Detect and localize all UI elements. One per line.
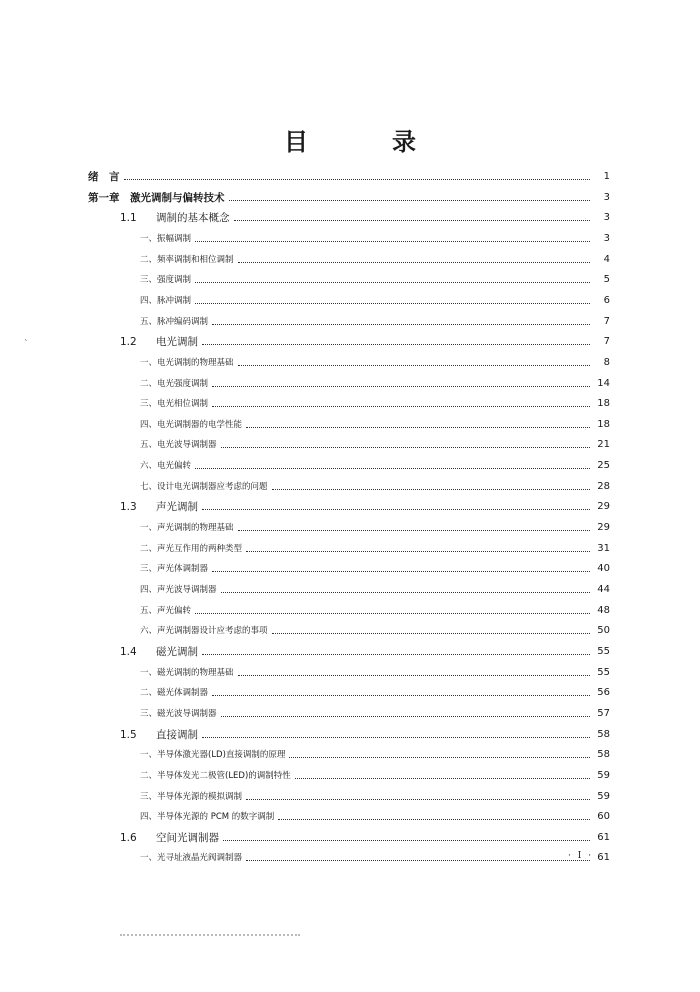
toc-page-number: 29 [597,521,610,533]
toc-entry-label: 三、磁光波导调制器 [140,709,217,719]
toc-page-number: 5 [603,273,610,285]
toc-entry-label: 四、声光波导调制器 [140,585,217,595]
toc-entry [140,414,610,434]
toc-page-number: 18 [597,397,610,409]
toc-entry-title [140,418,242,430]
toc-leader-dots [289,757,590,758]
toc-leader-dots [195,241,590,242]
toc-entry [140,517,610,537]
toc-page-number: 55 [597,645,610,657]
toc-entry-title [140,562,208,574]
toc-entry-label: 三、电光相位调制 [140,399,209,409]
toc-entry-label: 声光调制 [156,500,198,513]
toc-entry-title [140,397,208,409]
toc-entry-label: 六、电光偏转 [140,461,192,471]
toc-entry [120,207,610,227]
toc-entry-label: 二、频率调制和相位调制 [140,255,234,265]
toc-leader-dots [195,303,590,304]
toc-page-number: 25 [597,459,610,471]
toc-entry-label: 二、半导体发光二极管(LED)的调制特性 [140,771,291,781]
toc-entry-title [140,851,242,863]
toc-entry-title [140,438,217,450]
toc-entry-title [140,624,268,636]
toc-entry-title [140,810,274,822]
toc-entry-title [88,169,120,184]
toc-entry-title [140,604,191,616]
toc-entry-title [140,583,217,595]
toc-leader-dots [238,530,590,531]
toc-leader-dots [202,737,590,738]
toc-entry-label: 三、强度调制 [140,275,192,285]
toc-entry-label: 第一章 激光调制与偏转技术 [88,191,225,204]
toc-entry [140,620,610,640]
toc-entry-label: 五、声光偏转 [140,606,192,616]
toc-page-number: 58 [597,748,610,760]
toc-entry-title [120,830,219,845]
toc-leader-dots [295,778,590,779]
toc-entry-title [140,356,234,368]
toc-entry [120,827,610,847]
toc-leader-dots [272,633,590,634]
toc-entry [140,434,610,454]
toc-entry-label: 磁光调制 [156,645,198,658]
toc-page-number: 61 [597,831,610,843]
toc-leader-dots [246,551,590,552]
toc-entry [140,847,610,867]
toc-leader-dots [212,571,590,572]
toc-entry [140,269,610,289]
toc-leader-dots [212,386,590,387]
toc-entry-label: 四、半导体光源的 PCM 的数字调制 [140,812,275,822]
toc-entry-label: 一、半导体激光器(LD)直接调制的原理 [140,750,286,760]
toc-leader-dots [223,840,590,841]
toc-entry-label: 二、电光强度调制 [140,379,209,389]
toc-leader-dots [202,654,590,655]
toc-page-number: 48 [597,604,610,616]
toc-page-number: 7 [603,315,610,327]
toc-page-number: 29 [597,500,610,512]
toc-leader-dots [246,860,590,861]
toc-entry [140,455,610,475]
toc-entry [120,724,610,744]
toc-entry-title [140,480,268,492]
toc-page-number: 21 [597,438,610,450]
toc-leader-dots [195,468,590,469]
toc-entry-label: 电光调制 [156,335,198,348]
scan-smudge [120,934,300,939]
toc-leader-dots [212,406,590,407]
toc-entry-title [140,769,291,781]
toc-leader-dots [124,179,591,180]
toc-section-number: 1.4 [120,645,137,658]
toc-page-number: 3 [603,232,610,244]
toc-leader-dots [278,819,590,820]
toc-entry [140,703,610,723]
toc-leader-dots [238,262,590,263]
toc-entry-title [140,790,242,802]
toc-leader-dots [195,282,590,283]
toc-entry-title [120,644,198,659]
toc-entry-label: 一、光寻址液晶光阀调制器 [140,853,243,863]
toc-page-number: 3 [603,211,610,223]
toc-entry [88,166,610,186]
toc-entry-title [140,315,208,327]
toc-entry [140,600,610,620]
toc-page-number: 8 [603,356,610,368]
toc-entry-title [140,748,285,760]
toc-section-number: 1.2 [120,335,137,348]
toc-entry [140,393,610,413]
margin-mark: ` [24,340,29,350]
toc-entry [140,765,610,785]
toc-page-number: 60 [597,810,610,822]
toc-entry [120,641,610,661]
toc-entry-title [140,707,217,719]
toc-leader-dots [202,509,590,510]
toc-page-number: 56 [597,686,610,698]
toc-entry-label: 二、磁光体调制器 [140,688,209,698]
toc-page-number: 50 [597,624,610,636]
toc-leader-dots [238,675,590,676]
toc-section-number: 1.3 [120,500,137,513]
page-folio: · I · [568,851,593,861]
toc-leader-dots [272,489,590,490]
toc-entry-label: 五、脉冲编码调制 [140,317,209,327]
toc-page-number: 14 [597,377,610,389]
toc-page-number: 18 [597,418,610,430]
toc-entry-title [140,232,191,244]
toc-page-number: 28 [597,480,610,492]
toc-entry-label: 四、脉冲调制 [140,296,192,306]
toc-entry-label: 一、磁光调制的物理基础 [140,668,234,678]
page-title: 目 录 [284,127,446,156]
toc-entry-label: 六、声光调制器设计应考虑的事项 [140,626,268,636]
toc-entry-label: 一、声光调制的物理基础 [140,523,234,533]
toc-entry [140,662,610,682]
toc-entry [140,476,610,496]
toc-leader-dots [202,344,590,345]
toc-leader-dots [212,324,590,325]
toc-entry-label: 空间光调制器 [156,831,219,844]
toc-entry [140,373,610,393]
toc-entry-title [140,459,191,471]
toc-entry-label: 直接调制 [156,728,198,741]
toc-entry-title [120,334,198,349]
toc-entry-label: 三、半导体光源的模拟调制 [140,792,243,802]
toc-entry-label: 一、振幅调制 [140,234,192,244]
toc-entry-label: 一、电光调制的物理基础 [140,358,234,368]
toc-entry-title [140,253,234,265]
toc-entry [140,290,610,310]
toc-entry-title [140,294,191,306]
toc-entry [140,538,610,558]
toc-entry-label: 绪 言 [88,170,120,183]
toc-entry-label: 五、电光波导调制器 [140,440,217,450]
toc-page-number: 3 [603,191,610,203]
toc-leader-dots [246,799,590,800]
toc-leader-dots [229,200,591,201]
toc-page-number: 59 [597,769,610,781]
toc-entry-label: 调制的基本概念 [156,211,230,224]
toc-page-number: 4 [603,253,610,265]
toc-page-number: 40 [597,562,610,574]
toc-entry-title [140,377,208,389]
toc-entry [140,744,610,764]
toc-entry-title [140,686,208,698]
toc-entry [88,187,610,207]
toc-entry [140,806,610,826]
toc-leader-dots [234,220,591,221]
toc-page-number: 44 [597,583,610,595]
toc-entry-title [140,542,242,554]
toc-entry-title [120,499,198,514]
toc-entry [140,682,610,702]
toc-entry [140,352,610,372]
toc-entry-label: 七、设计电光调制器应考虑的问题 [140,482,268,492]
toc-leader-dots [212,695,590,696]
toc-leader-dots [246,427,590,428]
toc-page-number: 58 [597,728,610,740]
toc-entry-title [88,190,225,205]
toc-entry [120,496,610,516]
toc-entry-label: 四、电光调制器的电学性能 [140,420,243,430]
toc-section-number: 1.1 [120,211,137,224]
toc-entry [140,579,610,599]
toc-page-number: 57 [597,707,610,719]
toc-page-number: 55 [597,666,610,678]
toc-entry-title [140,521,234,533]
toc-page-number: 61 [597,851,610,863]
toc-entry-title [140,666,234,678]
toc-entry [140,786,610,806]
toc-page-number: 6 [603,294,610,306]
toc-entry-label: 二、声光互作用的两种类型 [140,544,243,554]
toc-entry-label: 三、声光体调制器 [140,564,209,574]
toc-page-number: 7 [603,335,610,347]
toc-entry [140,558,610,578]
toc-leader-dots [195,613,590,614]
toc-entry [140,311,610,331]
toc-section-number: 1.6 [120,831,137,844]
toc-entry [120,331,610,351]
toc-leader-dots [221,592,590,593]
toc-leader-dots [221,716,590,717]
toc-page-number: 59 [597,790,610,802]
toc-page-number: 1 [603,170,610,182]
toc-leader-dots [238,365,590,366]
toc-entry-title [140,273,191,285]
toc-entry-title [120,727,198,742]
toc-section-number: 1.5 [120,728,137,741]
toc-entry-title [120,210,230,225]
toc-entry [140,249,610,269]
toc-page-number: 31 [597,542,610,554]
toc-entry [140,228,610,248]
toc-leader-dots [221,447,590,448]
